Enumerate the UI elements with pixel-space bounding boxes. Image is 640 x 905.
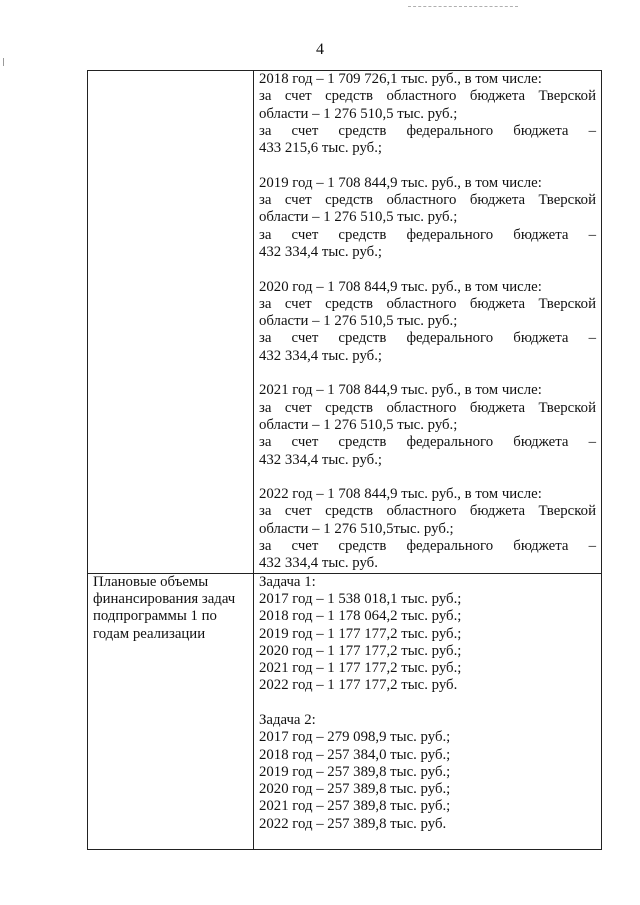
task-title: Задача 2: [259,711,316,728]
table-row-annual-funding [88,71,602,574]
regional-line-1: за счет средств областного бюджета Тверской [259,192,596,209]
table-row-planned-volumes [88,573,602,849]
page-number: 4 [316,41,324,58]
funding-table [87,70,602,850]
task-year-line: 2017 год – 279 098,9 тыс. руб.; [259,729,451,746]
federal-line-1: за счет средств федерального бюджета – [259,226,596,243]
regional-line-1: за счет средств областного бюджета Тверской [259,503,596,520]
funding-year-2021 [259,382,596,468]
task-year-line: 2019 год – 257 389,8 тыс. руб.; [259,763,451,780]
planned-label-line-3: подпрограммы 1 по [93,608,217,625]
federal-line-2: 432 334,4 тыс. руб. [259,555,378,572]
regional-line-2: области – 1 276 510,5 тыс. руб.; [259,416,458,433]
funding-total-line: 2018 год – 1 709 726,1 тыс. руб., в том числе: [259,71,542,87]
task-year-line: 2020 год – 257 389,8 тыс. руб.; [259,781,451,798]
tasks-funding-cell [254,573,602,849]
task-year-line: 2018 год – 1 178 064,2 тыс. руб.; [259,608,462,625]
task-year-line: 2020 год – 1 177 177,2 тыс. руб.; [259,642,462,659]
funding-year-2018 [259,71,596,157]
annual-funding-cell [254,71,602,574]
empty-label-cell [88,71,254,574]
regional-line-1: за счет средств областного бюджета Тверской [259,295,596,312]
task-year-line: 2019 год – 1 177 177,2 тыс. руб.; [259,625,462,642]
regional-line-2: области – 1 276 510,5 тыс. руб.; [259,209,458,226]
task-year-line: 2021 год – 1 177 177,2 тыс. руб.; [259,660,462,677]
task-year-line: 2018 год – 257 384,0 тыс. руб.; [259,746,451,763]
federal-line-1: за счет средств федерального бюджета – [259,122,596,139]
regional-line-2: области – 1 276 510,5 тыс. руб.; [259,313,458,330]
federal-line-2: 432 334,4 тыс. руб.; [259,347,383,364]
scan-artifact-top [408,6,518,8]
funding-total-line: 2020 год – 1 708 844,9 тыс. руб., в том числе: [259,278,542,295]
planned-label-line-4: годам реализации [93,625,206,642]
regional-line-1: за счет средств областного бюджета Тверской [259,88,596,105]
funding-total-line: 2022 год – 1 708 844,9 тыс. руб., в том числе: [259,486,542,503]
funding-year-2020 [259,279,596,365]
task-year-line: 2022 год – 257 389,8 тыс. руб. [259,815,447,832]
federal-line-2: 433 215,6 тыс. руб.; [259,140,383,157]
regional-line-2: области – 1 276 510,5 тыс. руб.; [259,105,458,122]
federal-line-1: за счет средств федерального бюджета – [259,538,596,555]
planned-label-line-1: Плановые объемы [93,573,209,590]
federal-line-2: 432 334,4 тыс. руб.; [259,243,383,260]
federal-line-2: 432 334,4 тыс. руб.; [259,451,383,468]
regional-line-1: за счет средств областного бюджета Тверской [259,399,596,416]
task-title: Задача 1: [259,573,316,590]
task-1-block [259,574,596,695]
federal-line-1: за счет средств федерального бюджета – [259,434,596,451]
scan-artifact-left [3,58,4,66]
funding-total-line: 2019 год – 1 708 844,9 тыс. руб., в том числе: [259,174,542,191]
federal-line-1: за счет средств федерального бюджета – [259,330,596,347]
regional-line-2: области – 1 276 510,5тыс. руб.; [259,520,454,537]
planned-label-line-2: финансирования задач [93,590,236,607]
task-2-block [259,712,596,833]
planned-volumes-label-cell [88,573,254,849]
task-year-line: 2017 год – 1 538 018,1 тыс. руб.; [259,590,462,607]
funding-total-line: 2021 год – 1 708 844,9 тыс. руб., в том числе: [259,382,542,399]
funding-year-2022 [259,486,596,572]
funding-year-2019 [259,175,596,261]
task-year-line: 2021 год – 257 389,8 тыс. руб.; [259,798,451,815]
task-year-line: 2022 год – 1 177 177,2 тыс. руб. [259,677,458,694]
